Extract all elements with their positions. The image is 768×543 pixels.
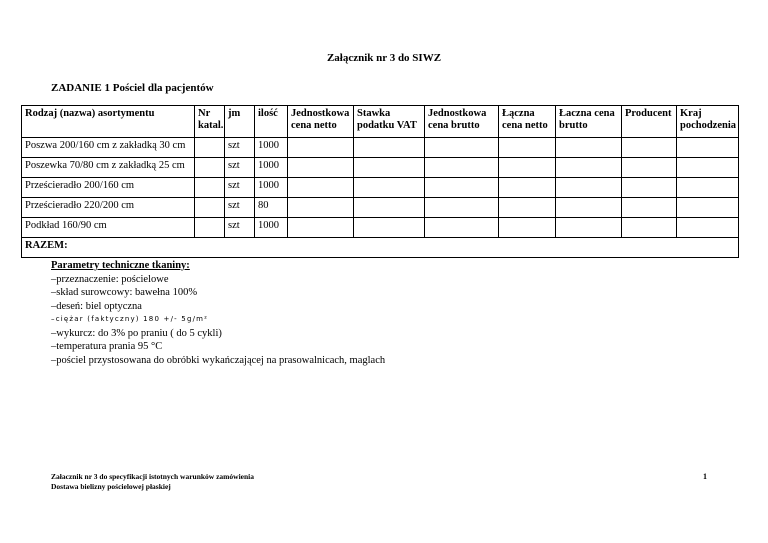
cell-jm: szt [225,218,255,238]
header-producer: Producent [622,106,677,138]
cell-name: Podkład 160/90 cm [22,218,195,238]
cell-unit-net [288,158,354,178]
cell-total-net [499,158,556,178]
cell-nr [195,178,225,198]
cell-unit-gross [425,218,499,238]
table-row [22,178,739,198]
items-table [21,105,739,258]
cell-name: Prześcieradło 220/200 cm [22,198,195,218]
spec-item: –przeznaczenie: pościelowe [51,273,169,285]
cell-qty: 80 [255,198,288,218]
footer-line: Dostawa bielizny pościelowej płaskiej [51,482,171,491]
header-total-net: Łączna cena netto [499,106,556,138]
cell-producer [622,218,677,238]
cell-producer [622,198,677,218]
cell-nr [195,158,225,178]
cell-total-gross [556,178,622,198]
cell-vat [354,198,425,218]
cell-qty: 1000 [255,218,288,238]
cell-name: Poszwa 200/160 cm z zakładką 30 cm [22,138,195,158]
cell-unit-net [288,178,354,198]
table-header-row [22,106,739,138]
cell-name: Prześcieradło 200/160 cm [22,178,195,198]
specs-heading: Parametry techniczne tkaniny: [51,260,190,271]
task-title: ZADANIE 1 Pościel dla pacjentów [51,82,214,94]
cell-total-net [499,218,556,238]
cell-total-net [499,138,556,158]
technical-specs [51,259,385,367]
cell-unit-net [288,138,354,158]
cell-unit-gross [425,198,499,218]
cell-qty: 1000 [255,158,288,178]
cell-unit-net [288,218,354,238]
page-number: 1 [703,472,707,481]
cell-jm: szt [225,138,255,158]
header-name: Rodzaj (nazwa) asortymentu [22,106,195,138]
spec-item: –skład surowcowy: bawełna 100% [51,287,198,298]
cell-country [677,158,739,178]
cell-total-net [499,198,556,218]
header-qty: ilość [255,106,288,138]
total-row [22,238,739,258]
cell-country [677,198,739,218]
spec-item: –wykurcz: do 3% po praniu ( do 5 cykli) [51,327,222,339]
document-title: Załącznik nr 3 do SIWZ [326,52,442,64]
header-nr: Nr katal. [195,106,225,138]
cell-vat [354,138,425,158]
cell-total-gross [556,218,622,238]
cell-name: Poszewka 70/80 cm z zakładką 25 cm [22,158,195,178]
cell-nr [195,198,225,218]
cell-nr [195,218,225,238]
cell-nr [195,138,225,158]
footer-line: Załacznik nr 3 do specyfikacji istotnych warunków zamówienia [51,472,254,481]
header-unit-gross: Jednostkowa cena brutto [425,106,499,138]
cell-country [677,178,739,198]
table-row [22,218,739,238]
spec-item: –temperatura prania 95 °C [51,341,163,352]
cell-jm: szt [225,158,255,178]
cell-qty: 1000 [255,138,288,158]
cell-country [677,138,739,158]
header-vat-rate: Stawka podatku VAT [354,106,425,138]
total-label: RAZEM: [22,238,739,258]
table-row [22,198,739,218]
header-jm: jm [225,106,255,138]
cell-producer [622,158,677,178]
cell-unit-gross [425,178,499,198]
cell-total-gross [556,138,622,158]
cell-producer [622,138,677,158]
cell-unit-net [288,198,354,218]
cell-vat [354,178,425,198]
cell-vat [354,218,425,238]
cell-unit-gross [425,158,499,178]
header-country: Kraj pochodzenia [677,106,739,138]
cell-country [677,218,739,238]
spec-item: –ciężar (faktyczny) 180 +/- 5g/m² [51,315,209,323]
cell-total-net [499,178,556,198]
header-unit-net: Jednostkowa cena netto [288,106,354,138]
cell-qty: 1000 [255,178,288,198]
table-row [22,158,739,178]
cell-jm: szt [225,178,255,198]
spec-item: –pościel przystosowana do obróbki wykańczającej na prasowalnicach, maglach [51,354,386,366]
table-row [22,138,739,158]
cell-unit-gross [425,138,499,158]
cell-total-gross [556,198,622,218]
cell-producer [622,178,677,198]
cell-vat [354,158,425,178]
footer [51,472,254,492]
cell-total-gross [556,158,622,178]
header-total-gross: Łaczna cena brutto [556,106,622,138]
spec-item: –deseń: biel optyczna [51,300,142,312]
cell-jm: szt [225,198,255,218]
